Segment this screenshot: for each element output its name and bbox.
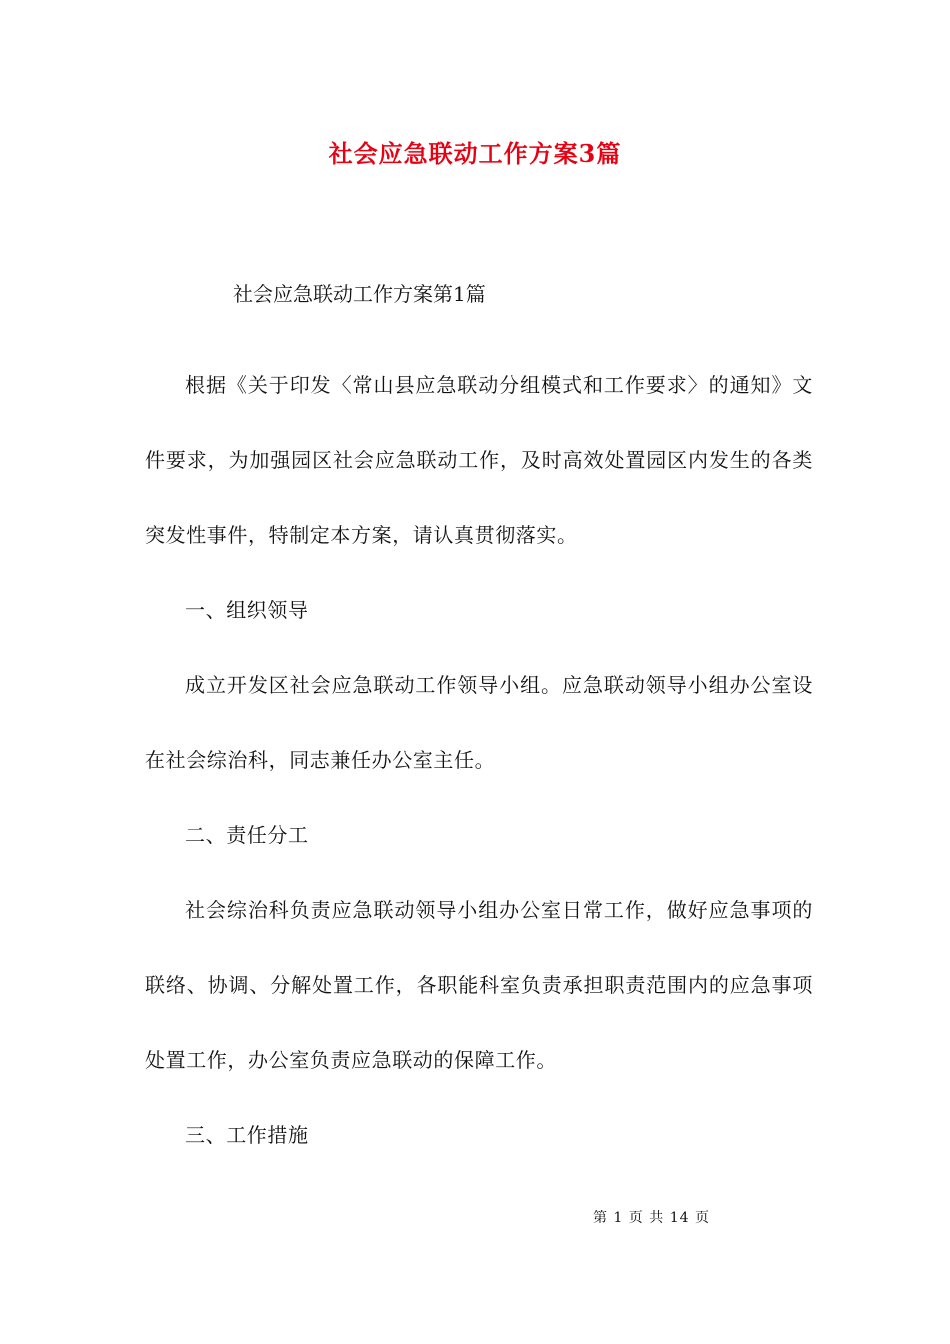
document-title: 社会应急联动工作方案3篇 [328, 139, 622, 168]
document-body [145, 348, 813, 1173]
page-number: 第 1 页 共 14 页 [593, 1210, 710, 1226]
heading-organization: 一、组织领导 [185, 598, 309, 622]
paragraph-responsibility: 社会综治科负责应急联动领导小组办公室日常工作，做好应急事项的联络、协调、分解处置工作，各职能科室负责承担职责范围内的应急事项处置工作，办公室负责应急联动的保障工作。 [145, 898, 813, 1072]
section-subtitle: 社会应急联动工作方案第1篇 [233, 282, 486, 306]
paragraph-intro: 根据《关于印发〈常山县应急联动分组模式和工作要求〉的通知》文件要求，为加强园区社会应急联动工作，及时高效处置园区内发生的各类突发性事件，特制定本方案，请认真贯彻落实。 [145, 373, 813, 547]
heading-measures: 三、工作措施 [185, 1123, 309, 1147]
paragraph-organization: 成立开发区社会应急联动工作领导小组。应急联动领导小组办公室设在社会综治科，同志兼任办公室主任。 [145, 673, 813, 772]
heading-responsibility: 二、责任分工 [185, 823, 309, 847]
